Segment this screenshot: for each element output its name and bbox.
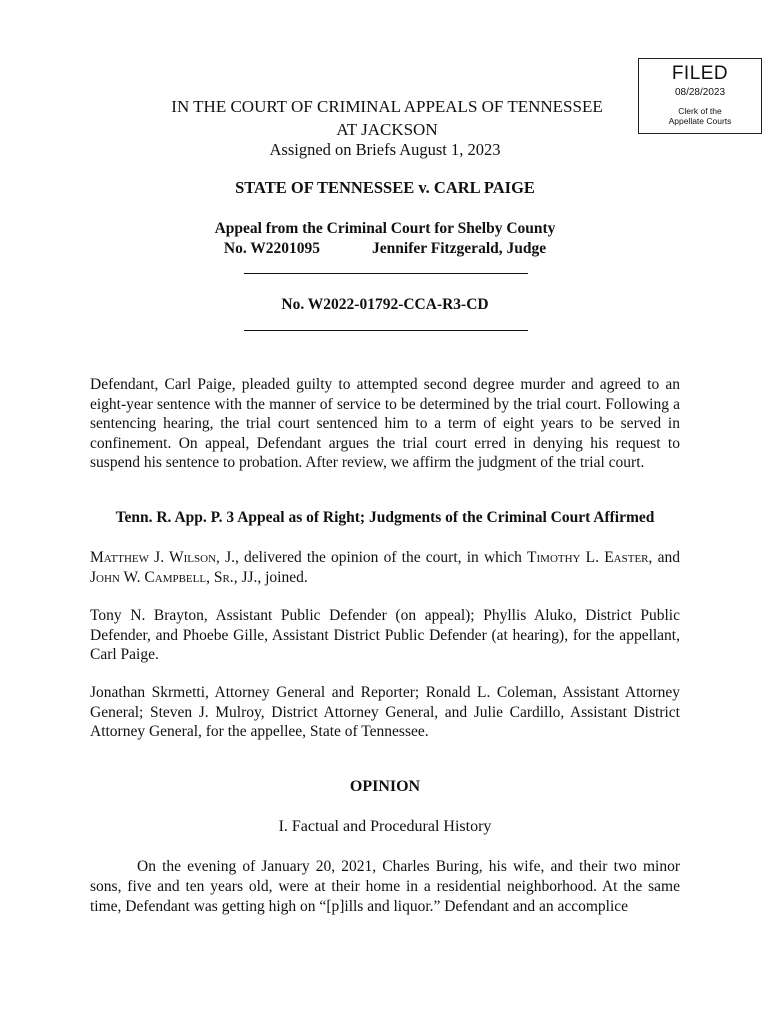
joining-judge: Timothy L. Easter	[527, 549, 649, 566]
counsel-appellant: Tony N. Brayton, Assistant Public Defender (on appeal); Phyllis Aluko, District Public Defender, and Phoebe Gille, Assistant District Public Defender (at hearing), for the appellant, Carl Paige.	[90, 607, 680, 663]
docket-number: No. W2022-01792-CCA-R3-CD	[281, 296, 489, 313]
name-suffix: Sr.	[213, 568, 234, 586]
stamp-date: 08/28/2023	[674, 87, 726, 98]
authorship-text: ,	[206, 568, 214, 586]
trial-judge: Jennifer Fitzgerald, Judge	[372, 240, 547, 257]
authorship-text: , JJ., joined.	[233, 568, 308, 586]
author-judge: Matthew J. Wilson	[90, 549, 217, 566]
opinion-paragraph: On the evening of January 20, 2021, Charles Buring, his wife, and their two minor sons, five and ten years old, were at their home in a residential neighborhood. At the same time, Defendant was getting high on “[p]ills and liquor.” Defendant and an accomplice	[90, 858, 680, 915]
authorship-line	[90, 548, 680, 587]
joining-judge: John W. Campbell	[90, 568, 207, 586]
stamp-title: FILED	[671, 63, 729, 84]
divider-rule	[244, 330, 528, 331]
case-summary: Defendant, Carl Paige, pleaded guilty to attempted second degree murder and agreed to an eight-year sentence with the manner of service to be determined by the trial court. Following a sentencing hearing, the trial court sentenced him to a term of eight years to be served in confinement. On appeal, Defendant argues the trial court erred in denying his request to suspend his sentence to probation. After review, we affirm the judgment of the trial court.	[90, 376, 680, 471]
trial-info-row	[90, 239, 680, 259]
appeal-info	[90, 219, 680, 259]
counsel-appellee: Jonathan Skrmetti, Attorney General and Reporter; Ronald L. Coleman, Assistant Attorney General; Steven J. Mulroy, District Attorney General, and Julie Cardillo, Assistant District Attorney General, for the appellee, State of Tennessee.	[90, 684, 680, 740]
divider-rule	[244, 273, 528, 274]
court-line-1: IN THE COURT OF CRIMINAL APPEALS OF TENNESSEE	[171, 97, 603, 116]
stamp-clerk-line: Clerk of the	[678, 106, 722, 116]
assigned-on-briefs: Assigned on Briefs August 1, 2023	[269, 140, 501, 159]
court-line-2: AT JACKSON	[336, 120, 438, 139]
authorship-text: , and	[648, 549, 680, 566]
stamp-courts-line: Appellate Courts	[668, 116, 732, 126]
appeal-line: Appeal from the Criminal Court for Shelby County	[214, 220, 556, 237]
case-caption: STATE OF TENNESSEE v. CARL PAIGE	[235, 178, 535, 197]
authorship-text: , J., delivered the opinion of the court, in which	[216, 549, 528, 566]
trial-number: No. W2201095	[223, 240, 321, 257]
court-name	[92, 95, 682, 141]
section-heading: I. Factual and Procedural History	[278, 818, 492, 835]
holding-line: Tenn. R. App. P. 3 Appeal as of Right; Judgments of the Criminal Court Affirmed	[115, 509, 655, 526]
opinion-heading: OPINION	[349, 778, 421, 795]
